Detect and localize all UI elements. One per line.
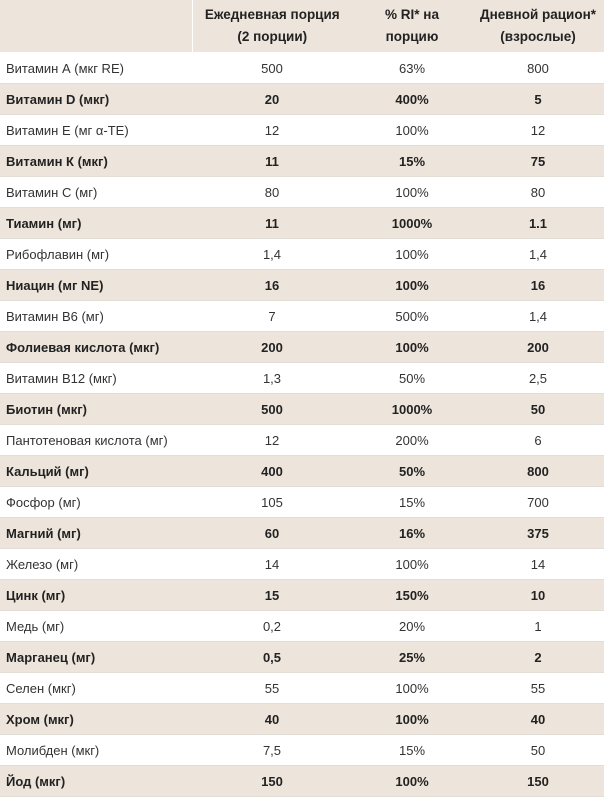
- nutrient-name: Фосфор (мг): [0, 487, 192, 518]
- ri-percent-value: 100%: [352, 673, 472, 704]
- daily-portion-value: 200: [192, 332, 352, 363]
- daily-portion-value: 11: [192, 208, 352, 239]
- daily-portion-value: 0,2: [192, 611, 352, 642]
- table-row: [0, 456, 604, 487]
- ri-percent-value: 100%: [352, 704, 472, 735]
- table-row: [0, 766, 604, 797]
- daily-ration-value: 1,4: [472, 239, 604, 270]
- daily-portion-value: 15: [192, 580, 352, 611]
- nutrient-name: Молибден (мкг): [0, 735, 192, 766]
- daily-ration-value: 1.1: [472, 208, 604, 239]
- table-row: [0, 177, 604, 208]
- nutrient-name: Витамин В12 (мкг): [0, 363, 192, 394]
- ri-percent-value: 15%: [352, 487, 472, 518]
- header-daily-ration: Дневной рацион* (взрослые): [472, 0, 604, 53]
- nutrient-name: Витамин А (мкг RE): [0, 53, 192, 84]
- nutrient-name: Витамин К (мкг): [0, 146, 192, 177]
- nutrient-name: Пантотеновая кислота (мг): [0, 425, 192, 456]
- daily-ration-value: 12: [472, 115, 604, 146]
- daily-ration-value: 40: [472, 704, 604, 735]
- ri-percent-value: 20%: [352, 611, 472, 642]
- ri-percent-value: 15%: [352, 146, 472, 177]
- daily-portion-value: 500: [192, 53, 352, 84]
- daily-ration-value: 2,5: [472, 363, 604, 394]
- table-row: [0, 704, 604, 735]
- daily-ration-value: 5: [472, 84, 604, 115]
- table-row: [0, 208, 604, 239]
- nutrient-name: Витамин С (мг): [0, 177, 192, 208]
- nutrient-name: Витамин Е (мг α-TE): [0, 115, 192, 146]
- daily-ration-value: 14: [472, 549, 604, 580]
- daily-portion-value: 400: [192, 456, 352, 487]
- table-row: [0, 518, 604, 549]
- ri-percent-value: 400%: [352, 84, 472, 115]
- daily-ration-value: 10: [472, 580, 604, 611]
- nutrient-name: Цинк (мг): [0, 580, 192, 611]
- daily-portion-value: 60: [192, 518, 352, 549]
- nutrient-name: Марганец (мг): [0, 642, 192, 673]
- daily-portion-value: 80: [192, 177, 352, 208]
- daily-portion-value: 16: [192, 270, 352, 301]
- daily-portion-value: 12: [192, 425, 352, 456]
- nutrient-name: Йод (мкг): [0, 766, 192, 797]
- table-row: [0, 549, 604, 580]
- daily-ration-value: 150: [472, 766, 604, 797]
- daily-portion-value: 1,3: [192, 363, 352, 394]
- daily-ration-value: 700: [472, 487, 604, 518]
- daily-portion-value: 40: [192, 704, 352, 735]
- table-row: [0, 363, 604, 394]
- ri-percent-value: 63%: [352, 53, 472, 84]
- table-body: [0, 53, 604, 797]
- daily-portion-value: 7,5: [192, 735, 352, 766]
- daily-ration-value: 200: [472, 332, 604, 363]
- daily-portion-value: 7: [192, 301, 352, 332]
- ri-percent-value: 25%: [352, 642, 472, 673]
- nutrient-name: Фолиевая кислота (мкг): [0, 332, 192, 363]
- daily-ration-value: 80: [472, 177, 604, 208]
- table-row: [0, 332, 604, 363]
- nutrient-name: Селен (мкг): [0, 673, 192, 704]
- nutrient-name: Медь (мг): [0, 611, 192, 642]
- header-daily-portion: Ежедневная порция (2 порции): [192, 0, 352, 53]
- daily-ration-value: 50: [472, 735, 604, 766]
- table-row: [0, 735, 604, 766]
- daily-portion-value: 105: [192, 487, 352, 518]
- ri-percent-value: 16%: [352, 518, 472, 549]
- ri-percent-value: 100%: [352, 177, 472, 208]
- nutrient-name: Биотин (мкг): [0, 394, 192, 425]
- ri-percent-value: 100%: [352, 239, 472, 270]
- header-ri-percent: % RI* на порцию: [352, 0, 472, 53]
- table-row: [0, 239, 604, 270]
- ri-percent-value: 50%: [352, 363, 472, 394]
- ri-percent-value: 500%: [352, 301, 472, 332]
- ri-percent-value: 100%: [352, 115, 472, 146]
- daily-ration-value: 2: [472, 642, 604, 673]
- nutrient-name: Витамин В6 (мг): [0, 301, 192, 332]
- ri-percent-value: 50%: [352, 456, 472, 487]
- daily-ration-value: 800: [472, 456, 604, 487]
- table-row: [0, 642, 604, 673]
- table-row: [0, 270, 604, 301]
- ri-percent-value: 100%: [352, 270, 472, 301]
- daily-ration-value: 800: [472, 53, 604, 84]
- ri-percent-value: 100%: [352, 332, 472, 363]
- nutrient-name: Хром (мкг): [0, 704, 192, 735]
- daily-ration-value: 75: [472, 146, 604, 177]
- table-row: [0, 301, 604, 332]
- daily-ration-value: 55: [472, 673, 604, 704]
- daily-portion-value: 0,5: [192, 642, 352, 673]
- daily-ration-value: 50: [472, 394, 604, 425]
- nutrient-name: Рибофлавин (мг): [0, 239, 192, 270]
- table-row: [0, 146, 604, 177]
- nutrient-name: Витамин D (мкг): [0, 84, 192, 115]
- ri-percent-value: 100%: [352, 549, 472, 580]
- table-row: [0, 394, 604, 425]
- nutrient-name: Магний (мг): [0, 518, 192, 549]
- ri-percent-value: 1000%: [352, 394, 472, 425]
- nutrient-name: Кальций (мг): [0, 456, 192, 487]
- table-row: [0, 580, 604, 611]
- ri-percent-value: 150%: [352, 580, 472, 611]
- table-row: [0, 115, 604, 146]
- daily-ration-value: 375: [472, 518, 604, 549]
- table-row: [0, 425, 604, 456]
- daily-portion-value: 1,4: [192, 239, 352, 270]
- daily-portion-value: 55: [192, 673, 352, 704]
- header-row: [0, 0, 604, 53]
- table-header: [0, 0, 604, 53]
- daily-portion-value: 12: [192, 115, 352, 146]
- nutrient-name: Железо (мг): [0, 549, 192, 580]
- daily-portion-value: 500: [192, 394, 352, 425]
- table-row: [0, 611, 604, 642]
- table-row: [0, 673, 604, 704]
- table-row: [0, 487, 604, 518]
- daily-portion-value: 20: [192, 84, 352, 115]
- ri-percent-value: 1000%: [352, 208, 472, 239]
- table-row: [0, 84, 604, 115]
- ri-percent-value: 200%: [352, 425, 472, 456]
- table-row: [0, 53, 604, 84]
- daily-ration-value: 1: [472, 611, 604, 642]
- daily-portion-value: 14: [192, 549, 352, 580]
- ri-percent-value: 15%: [352, 735, 472, 766]
- daily-ration-value: 1,4: [472, 301, 604, 332]
- nutrient-name: Ниацин (мг NE): [0, 270, 192, 301]
- daily-ration-value: 6: [472, 425, 604, 456]
- nutrient-name: Тиамин (мг): [0, 208, 192, 239]
- daily-ration-value: 16: [472, 270, 604, 301]
- daily-portion-value: 150: [192, 766, 352, 797]
- daily-portion-value: 11: [192, 146, 352, 177]
- header-nutrient: [0, 0, 192, 53]
- ri-percent-value: 100%: [352, 766, 472, 797]
